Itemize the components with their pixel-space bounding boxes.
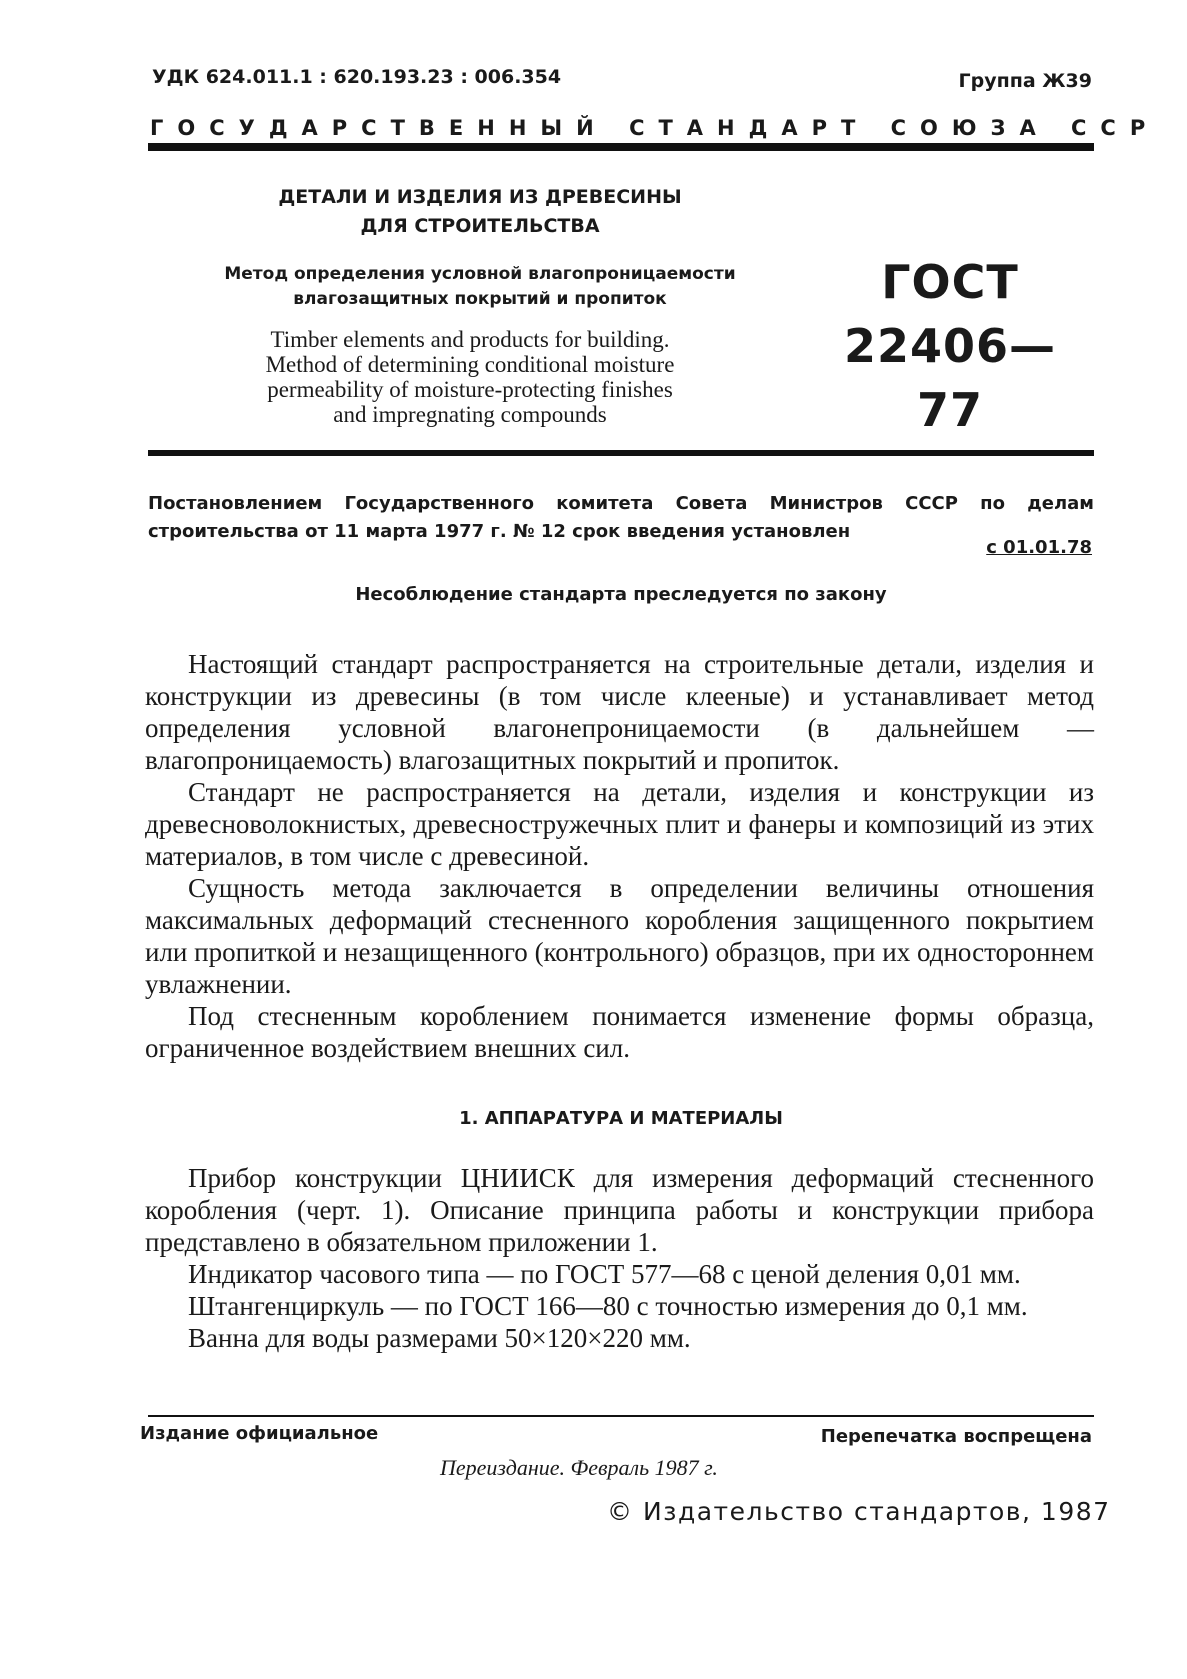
section1-body <box>145 1162 1094 1354</box>
section1-paragraph: Прибор конструкции ЦНИИСК для измерения деформаций стесненного коробления (черт. 1). Описание принципа работы и конструкции прибора представлено в обязательном приложении 1. <box>145 1163 1094 1257</box>
section-heading: 1. АППАРАТУРА И МАТЕРИАЛЫ <box>459 1108 783 1129</box>
section1-paragraph: Ванна для воды размерами 50×120×220 мм. <box>188 1323 691 1353</box>
law-notice: Несоблюдение стандарта преследуется по закону <box>355 584 887 605</box>
gost-designation <box>820 250 1080 442</box>
document-title-ru: ДЕТАЛИ И ИЗДЕЛИЯ ИЗ ДРЕВЕСИНЫ ДЛЯ СТРОИТЕЛЬСТВА <box>278 186 682 237</box>
document-subtitle-ru: Метод определения условной влагопроницаемости влагозащитных покрытий и пропиток <box>224 264 736 309</box>
title-rule <box>148 450 1094 456</box>
footer-rule <box>148 1415 1094 1417</box>
document-title-en: Timber elements and products for building. Method of determining conditional moisture permeability of moisture-protecting finishes and impregnating compounds <box>265 327 675 427</box>
gost-label: ГОСТ <box>881 255 1019 309</box>
reprint-forbidden: Перепечатка воспрещена <box>820 1426 1092 1447</box>
intro-paragraph: Стандарт не распространяется на детали, изделия и конструкции из древесноволокнистых, древесностружечных плит и фанеры и композиций из этих материалов, в том числе с древесиной. <box>145 777 1094 871</box>
classification-group: Группа Ж39 <box>958 70 1092 92</box>
official-edition: Издание официальное <box>140 1423 379 1444</box>
copyright: © Издательство стандартов, 1987 <box>607 1497 1111 1526</box>
udk-code: УДК 624.011.1 : 620.193.23 : 006.354 <box>152 66 562 88</box>
gost-number: 22406—77 <box>843 319 1057 437</box>
reissue-note: Переиздание. Февраль 1987 г. <box>440 1455 718 1480</box>
intro-paragraph: Настоящий стандарт распространяется на строительные детали, изделия и конструкции из древесины (в том числе клееные) и устанавливает метод определения условной влагонепроницаемости (в дальнейшем — влагопроницаемость) влагозащитных покрытий и пропиток. <box>145 649 1094 775</box>
resolution-text: Постановлением Государственного комитета Совета Министров СССР по делам строительства от 11 марта 1977 г. № 12 срок введения установлен <box>148 493 1094 542</box>
state-standard-banner: ГОСУДАРСТВЕННЫЙ СТАНДАРТ СОЮЗА ССР <box>150 116 1160 140</box>
introduction-date: с 01.01.78 <box>986 537 1092 558</box>
section1-paragraph: Индикатор часового типа — по ГОСТ 577—68 с ценой деления 0,01 мм. <box>188 1259 1021 1289</box>
header-rule <box>148 143 1094 151</box>
intro-section <box>145 648 1094 1064</box>
section1-paragraph: Штангенциркуль — по ГОСТ 166—80 с точностью измерения до 0,1 мм. <box>188 1291 1028 1321</box>
intro-paragraph: Сущность метода заключается в определении величины отношения максимальных деформаций стесненного коробления защищенного покрытием или пропиткой и незащищенного (контрольного) образцов, при их одностороннем увлажнении. <box>145 873 1094 999</box>
intro-paragraph: Под стесненным короблением понимается изменение формы образца, ограниченное воздействием внешних сил. <box>145 1001 1094 1063</box>
